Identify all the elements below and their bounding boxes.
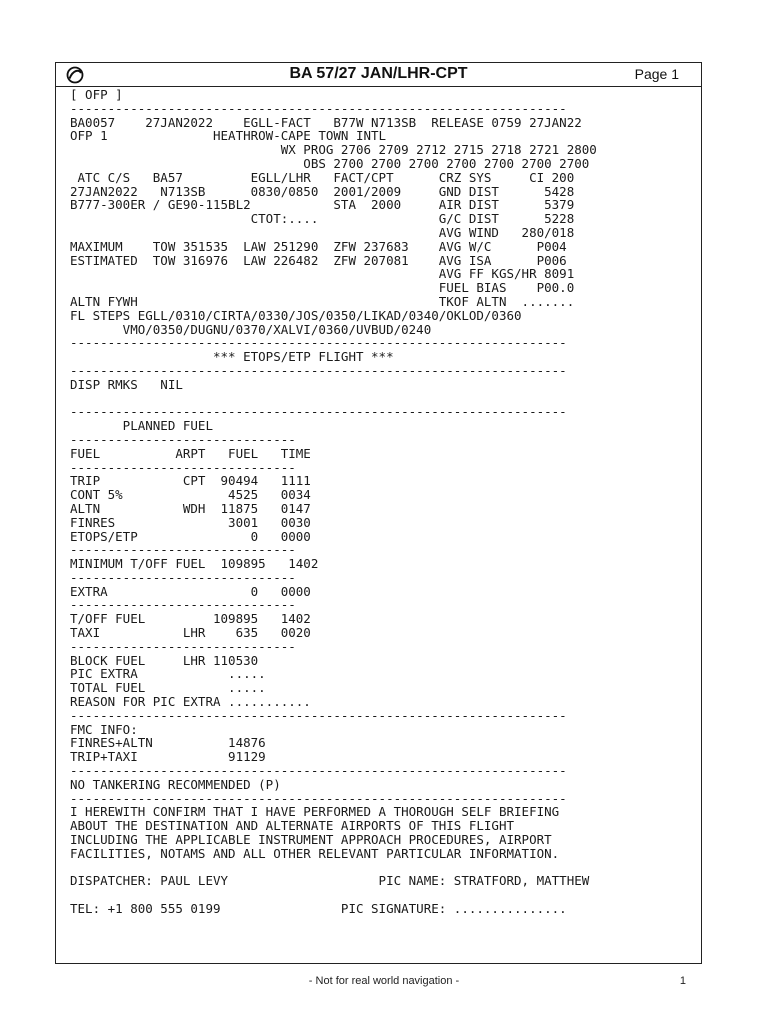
ofp-line: B777-300ER / GE90-115BL2 STA 2000 AIR DIST 5379 xyxy=(70,197,575,213)
ofp-line: CONT 5% 4525 0034 xyxy=(70,487,311,503)
ofp-line: PIC EXTRA ..... xyxy=(70,666,266,682)
ofp-line: FACILITIES, NOTAMS AND ALL OTHER RELEVANT PARTICULAR INFORMATION. xyxy=(70,845,560,861)
ofp-line: ------------------------------ xyxy=(70,542,296,558)
ofp-line: ------------------------------ xyxy=(70,638,296,654)
ofp-line: DISPATCHER: PAUL LEVY PIC NAME: STRATFORD, MATTHEW xyxy=(70,873,590,889)
ofp-line: FUEL ARPT FUEL TIME xyxy=(70,445,311,461)
ofp-line: TOTAL FUEL ..... xyxy=(70,680,266,696)
ofp-line: ALTN WDH 11875 0147 xyxy=(70,500,311,516)
ofp-line: WX PROG 2706 2709 2712 2715 2718 2721 2800 xyxy=(70,142,597,158)
ofp-line: ABOUT THE DESTINATION AND ALTERNATE AIRPORTS OF THIS FLIGHT xyxy=(70,818,515,834)
ofp-line: CTOT:.... G/C DIST 5228 xyxy=(70,211,575,227)
ofp-line: T/OFF FUEL 109895 1402 xyxy=(70,611,311,627)
ofp-line: REASON FOR PIC EXTRA ........... xyxy=(70,694,311,710)
ofp-line: INCLUDING THE APPLICABLE INSTRUMENT APPROACH PROCEDURES, AIRPORT xyxy=(70,832,552,848)
ofp-line: ------------------------------ xyxy=(70,597,296,613)
ofp-line: TAXI LHR 635 0020 xyxy=(70,625,311,641)
footer-disclaimer: - Not for real world navigation - xyxy=(308,975,460,987)
ofp-line: TEL: +1 800 555 0199 PIC SIGNATURE: ............... xyxy=(70,901,567,917)
ofp-line: ------------------------------ xyxy=(70,431,296,447)
ofp-line: 27JAN2022 N713SB 0830/0850 2001/2009 GND DIST 5428 xyxy=(70,183,575,199)
ofp-line: DISP RMKS NIL xyxy=(70,376,183,392)
ofp-line: FUEL BIAS P00.0 xyxy=(70,280,575,296)
ofp-line: ------------------------------------------------------------------ xyxy=(70,763,567,779)
ofp-line: TRIP+TAXI 91129 xyxy=(70,749,266,765)
ofp-line: FINRES+ALTN 14876 xyxy=(70,735,266,751)
page-title: BA 57/27 JAN/LHR-CPT xyxy=(289,65,468,82)
page-header xyxy=(56,63,701,87)
ofp-line: ------------------------------------------------------------------ xyxy=(70,707,567,723)
ofp-line: PLANNED FUEL xyxy=(70,418,213,434)
ofp-line: OFP 1 HEATHROW-CAPE TOWN INTL xyxy=(70,128,387,144)
ofp-line: ATC C/S BA57 EGLL/LHR FACT/CPT CRZ SYS CI 200 xyxy=(70,169,575,185)
ofp-line: ------------------------------------------------------------------ xyxy=(70,335,567,351)
ofp-line: ESTIMATED TOW 316976 LAW 226482 ZFW 207081 AVG ISA P006 xyxy=(70,252,567,268)
ofp-line: FL STEPS EGLL/0310/CIRTA/0330/JOS/0350/LIKAD/0340/OKLOD/0360 xyxy=(70,307,522,323)
ofp-line: [ OFP ] xyxy=(70,87,123,102)
ofp-line: ------------------------------------------------------------------ xyxy=(70,404,567,420)
ofp-line: EXTRA 0 0000 xyxy=(70,583,311,599)
ofp-line: I HEREWITH CONFIRM THAT I HAVE PERFORMED A THOROUGH SELF BRIEFING xyxy=(70,804,560,820)
ofp-line: ALTN FYWH TKOF ALTN ....... xyxy=(70,293,575,309)
ofp-line: ------------------------------ xyxy=(70,569,296,585)
ofp-line: AVG FF KGS/HR 8091 xyxy=(70,266,575,282)
ofp-line: NO TANKERING RECOMMENDED (P) xyxy=(70,776,281,792)
ofp-line: BA0057 27JAN2022 EGLL-FACT B77W N713SB RELEASE 0759 27JAN22 xyxy=(70,114,582,130)
ofp-body xyxy=(70,88,597,916)
ofp-line: BLOCK FUEL LHR 110530 xyxy=(70,652,259,668)
ofp-line: ------------------------------------------------------------------ xyxy=(70,100,567,116)
ofp-line: AVG WIND 280/018 xyxy=(70,224,575,240)
ofp-line: *** ETOPS/ETP FLIGHT *** xyxy=(70,349,394,365)
page-indicator: Page 1 xyxy=(634,66,679,82)
ofp-line: FMC INFO: xyxy=(70,721,138,737)
ofp-line: ------------------------------------------------------------------ xyxy=(70,362,567,378)
ofp-line: MAXIMUM TOW 351535 LAW 251290 ZFW 237683 AVG W/C P004 xyxy=(70,238,567,254)
ofp-line: MINIMUM T/OFF FUEL 109895 1402 xyxy=(70,556,319,572)
ofp-line: ------------------------------ xyxy=(70,459,296,475)
ofp-line: ETOPS/ETP 0 0000 xyxy=(70,528,311,544)
ofp-line: ------------------------------------------------------------------ xyxy=(70,790,567,806)
ofp-line: FINRES 3001 0030 xyxy=(70,514,311,530)
ofp-line: VMO/0350/DUGNU/0370/XALVI/0360/UVBUD/0240 xyxy=(70,321,432,337)
ofp-line: TRIP CPT 90494 1111 xyxy=(70,473,311,489)
ofp-line: OBS 2700 2700 2700 2700 2700 2700 2700 xyxy=(70,155,590,171)
ofp-page xyxy=(55,62,702,964)
footer-page-number: 1 xyxy=(679,975,686,987)
